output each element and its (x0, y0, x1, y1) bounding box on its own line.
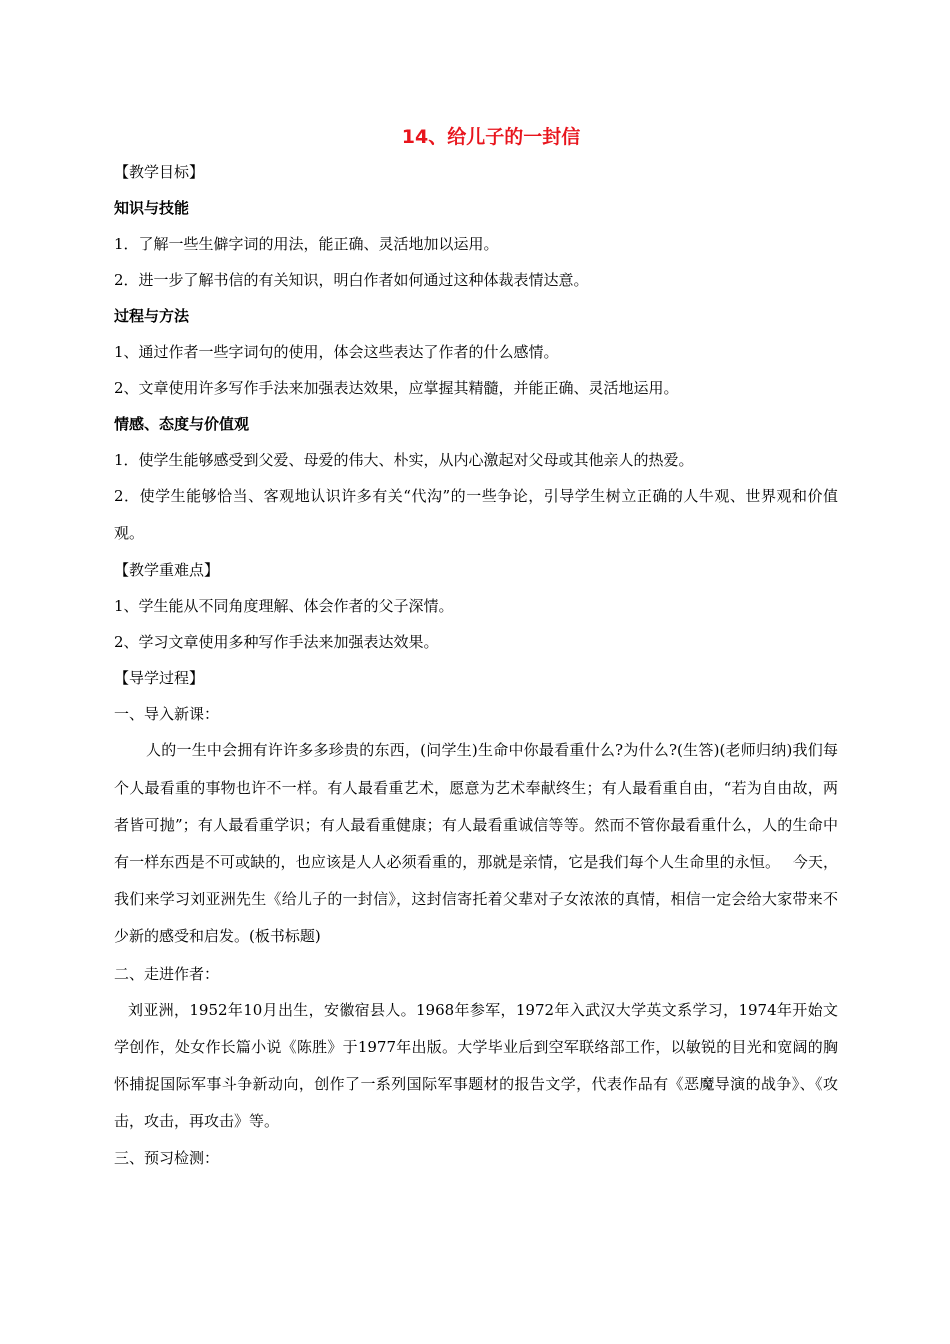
document-title: 14、给儿子的一封信 (401, 126, 581, 148)
process-guide-heading: 【导学过程】 (114, 669, 205, 688)
process-heading: 过程与方法 (114, 307, 190, 325)
document-page (114, 120, 838, 1176)
section2-heading: 二、走进作者： (114, 964, 220, 983)
key-point-item-1: 1、学生能从不同角度理解、体会作者的父子深情。 (114, 597, 454, 616)
process-item-2: 2、文章使用许多写作手法来加强表达效果，应掌握其精髓，并能正确、灵活地运用。 (114, 379, 679, 397)
knowledge-heading: 知识与技能 (114, 199, 190, 217)
emotion-item-1: 1．使学生能够感受到父爱、母爱的伟大、朴实，从内心激起对父母或其他亲人的热爱。 (114, 451, 694, 469)
emotion-heading: 情感、态度与价值观 (114, 415, 250, 433)
knowledge-item-2: 2．进一步了解书信的有关知识，明白作者如何通过这种体裁表情达意。 (114, 271, 589, 289)
section1-heading: 一、导入新课： (114, 705, 220, 724)
section1-paragraph: 人的一生中会拥有许许多多珍贵的东西，(问学生)生命中你最看重什么?为什么?(生答)(老师归纳)我们每个人最看重的事物也许不一样。有人最看重艺术，愿意为艺术奉献终生；有人最看重自由，“若为自由故，两者皆可抛”；有人最看重学识；有人最看重健康；有人最看重诚信等等。然而不管你最看重什么，人的生命中有一样东西是不可或缺的，也应该是人人必须看重的，那就是亲情，它是我们每个人生命里的永恒。 今天，我们来学习刘亚洲先生《给儿子的一封信》，这封信寄托着父辈对子女浓浓的真情，相信一定会给大家带来不少新的感受和启发。(板书标题) (114, 741, 838, 946)
section2-paragraph: 刘亚洲，1952年10月出生，安徽宿县人。1968年参军，1972年入武汉大学英文系学习，1974年开始文学创作，处女作长篇小说《陈胜》于1977年出版。大学毕业后到空军联络部工作，以敏锐的目光和宽阔的胸怀捕捉国际军事斗争新动向，创作了一系列国际军事题材的报告文学，代表作品有《恶魔导演的战争》、《攻击，攻击，再攻击》等。 (114, 1000, 838, 1131)
key-point-item-2: 2、学习文章使用多种写作手法来加强表达效果。 (114, 633, 439, 652)
process-item-1: 1、通过作者一些字词句的使用，体会这些表达了作者的什么感情。 (114, 343, 559, 361)
section3-heading: 三、预习检测： (114, 1149, 220, 1168)
knowledge-item-1: 1．了解一些生僻字词的用法，能正确、灵活地加以运用。 (114, 235, 499, 253)
key-points-heading: 【教学重难点】 (114, 561, 220, 580)
emotion-item-2: 2．使学生能够恰当、客观地认识许多有关“代沟”的一些争论，引导学生树立正确的人牛观、世界观和价值观。 (114, 487, 838, 543)
teaching-goals-heading: 【教学目标】 (114, 163, 205, 181)
